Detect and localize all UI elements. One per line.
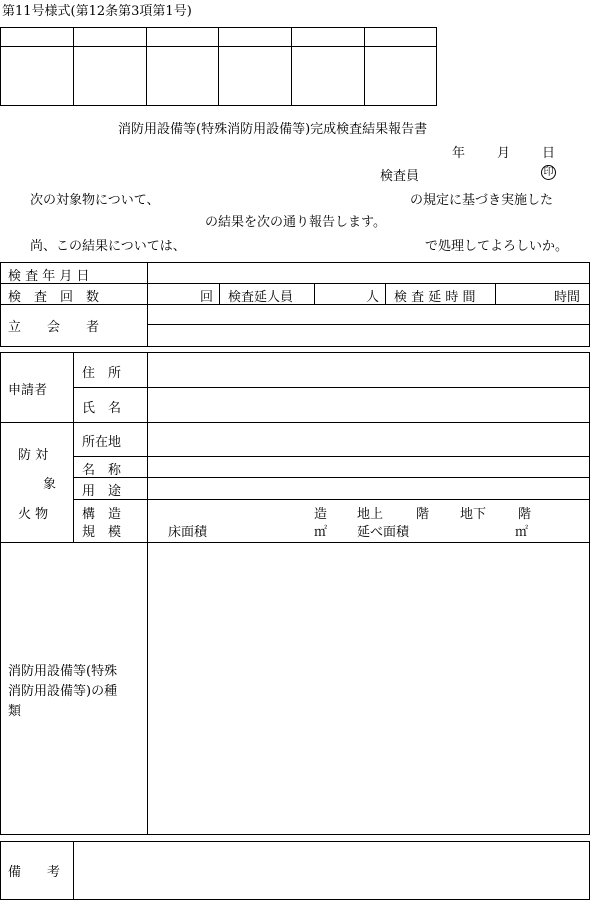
below-floors-label: 階 (518, 507, 532, 522)
seal-mark: 印 (541, 165, 556, 180)
inspector-label: 検査員 (380, 169, 420, 184)
date-day-label: 日 (542, 146, 556, 161)
use-label: 用 途 (82, 484, 122, 499)
remarks-label: 備 考 (8, 865, 61, 880)
applicant-name-label: 氏 名 (82, 401, 122, 416)
structure-label: 構 造 (82, 507, 122, 522)
persons-unit: 人 (366, 290, 380, 305)
body-text-line3b: で処理してよろしいか。 (425, 239, 569, 254)
location-label: 所在地 (82, 435, 122, 450)
below-ground-label: 地下 (460, 507, 487, 522)
total-area-unit: ㎡ (515, 525, 529, 540)
witness-label: 立 会 者 (8, 320, 100, 335)
body-text-line3a: 尚、この結果については、 (30, 239, 186, 254)
document-title: 消防用設備等(特殊消防用設備等)完成検査結果報告書 (118, 122, 428, 137)
applicant-address-label: 住 所 (82, 366, 122, 381)
equipment-type-label-2: 消防用設備等)の種 (8, 684, 118, 699)
floor-area-label: 床面積 (168, 525, 208, 540)
above-ground-label: 地上 (357, 507, 384, 522)
equipment-type-label-3: 類 (8, 704, 22, 719)
applicant-label: 申請者 (8, 383, 48, 398)
date-year-label: 年 (452, 146, 466, 161)
inspection-count-label: 検 査 回 数 (8, 290, 100, 305)
body-text-line1b: の規定に基づき実施した (410, 193, 554, 208)
equipment-type-label-1: 消防用設備等(特殊 (8, 664, 118, 679)
above-floors-label: 階 (416, 507, 430, 522)
hours-label: 検 査 延 時 間 (394, 290, 476, 305)
count-unit: 回 (200, 290, 214, 305)
property-name-label: 名 称 (82, 463, 122, 478)
scale-label: 規 模 (82, 525, 122, 540)
persons-label: 検査延人員 (228, 290, 294, 305)
date-month-label: 月 (497, 146, 511, 161)
target-label-2: 象 (43, 477, 57, 492)
structure-suffix: 造 (314, 507, 328, 522)
total-area-label: 延べ面積 (357, 525, 410, 540)
hours-unit: 時間 (554, 290, 581, 305)
body-text-line2: の結果を次の通り報告します。 (205, 215, 386, 230)
floor-area-unit: ㎡ (314, 525, 328, 540)
inspection-date-label: 検 査 年 月 日 (8, 269, 90, 284)
body-text-line1a: 次の対象物について、 (30, 193, 160, 208)
form-number: 第11号様式(第12条第3項第1号) (2, 4, 192, 19)
target-label-3: 火 物 (18, 507, 49, 522)
target-label-1: 防 対 (18, 448, 49, 463)
